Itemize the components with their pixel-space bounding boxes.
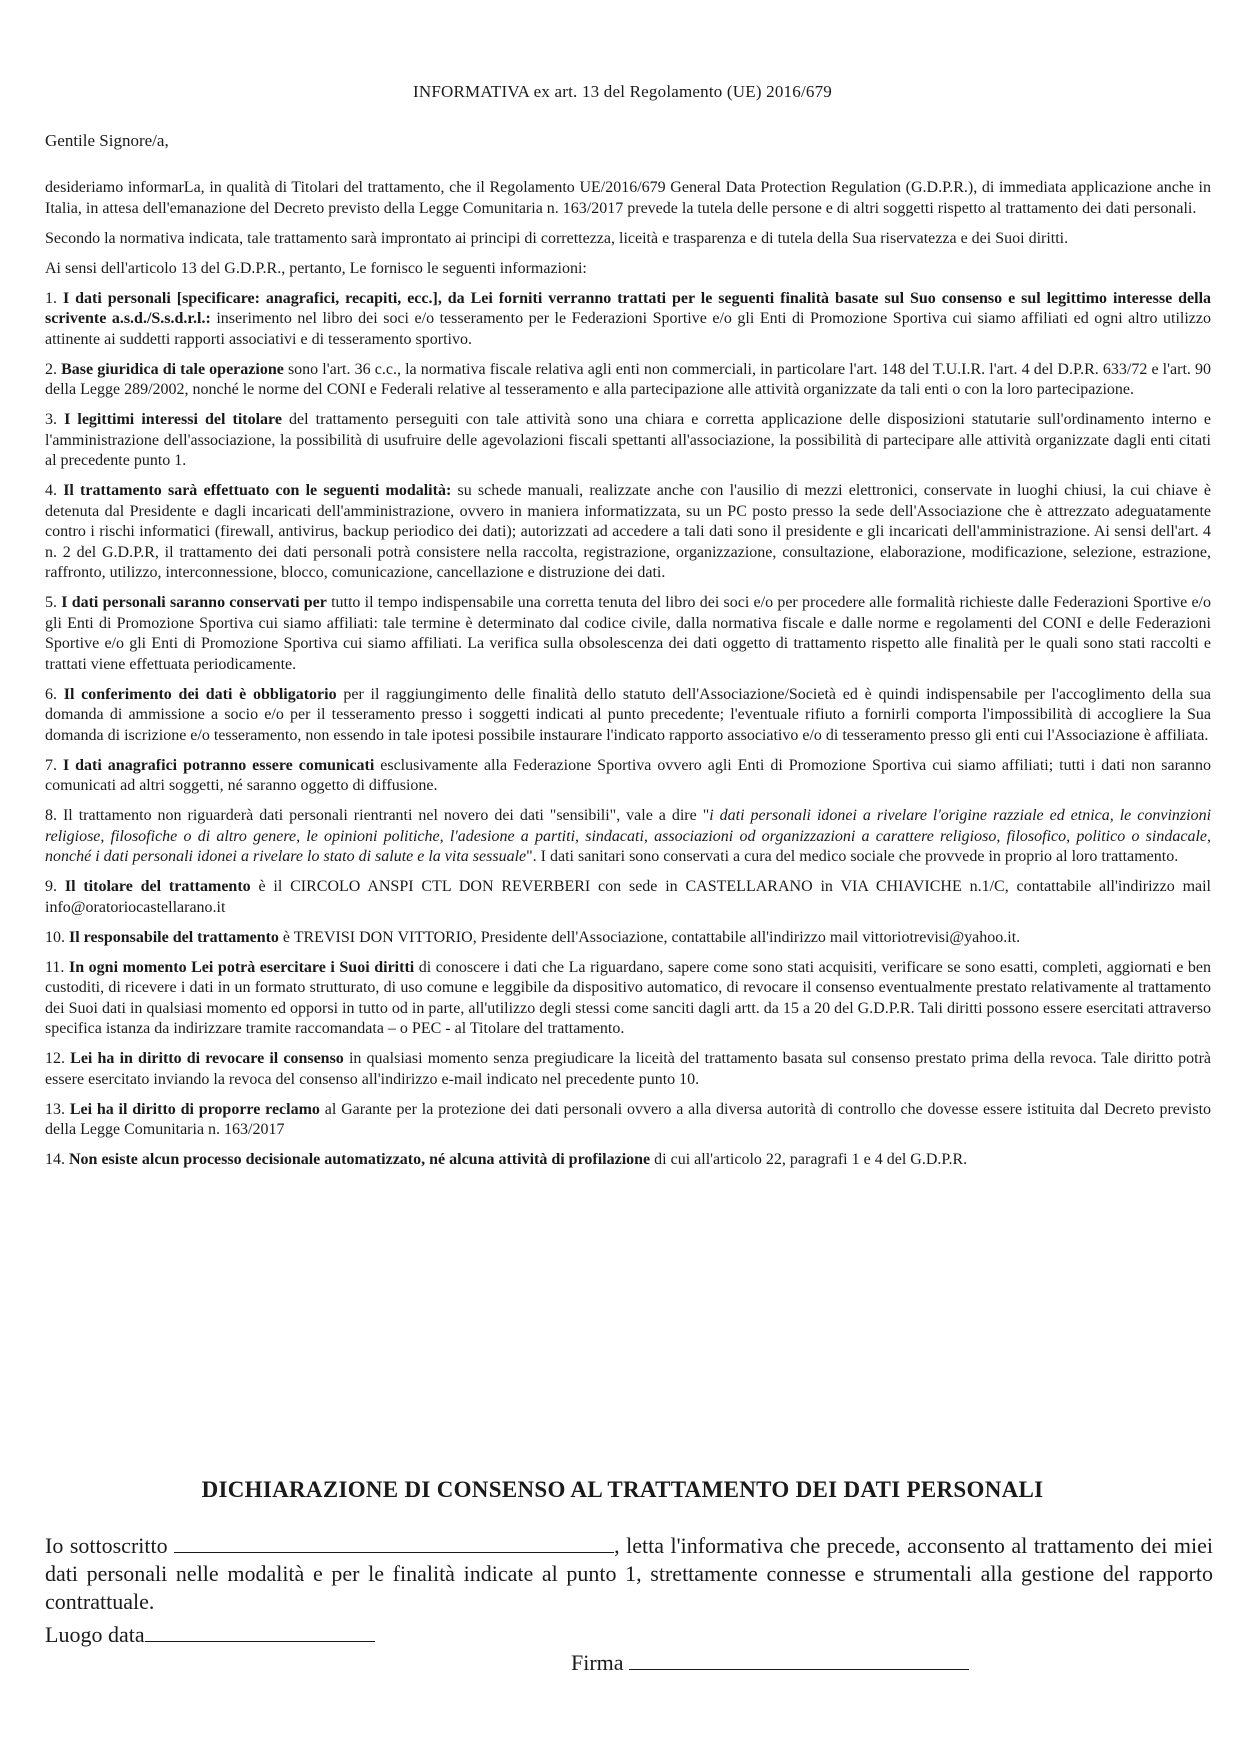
numbered-item (45, 685, 1211, 747)
item-text: tutto il tempo indispensabile una corretta tenuta del libro dei soci e/o per procedere alle formalità richieste dalle Federazioni Sportive e/o gli Enti di Promozione Sportiva cui siamo affiliati: tale termine è determinato dal codice civile, dalla normativa fiscale e dalle norme e regolamenti del CONI e delle Federazioni Sportive e/o gli Enti di Promozione Sportiva cui siamo affiliati. La verifica sulla obsolescenza dei dati oggetto di trattamento rispetto alle finalità per le quali sono stati raccolti e trattati viene effettuata periodicamente. (45, 594, 1211, 673)
item-text: è il CIRCOLO ANSPI CTL DON REVERBERI con sede in CASTELLARANO in VIA CHIAVICHE n.1/C, contattabile all'indirizzo mail info@oratoriocastellarano.it (45, 878, 1212, 916)
numbered-item (45, 410, 1211, 472)
item-heading: Il conferimento dei dati è obbligatorio (63, 685, 337, 703)
item-number: 2. (45, 360, 57, 378)
intro-paragraph: desideriamo informarLa, in qualità di Titolari del trattamento, che il Regolamento UE/2016/679 General Data Protection Regulation (G.D.P.R.), di immediata applicazione anche in Italia, in attesa dell'emanazione del Decreto previsto della Legge Comunitaria n. 163/2017 prevede la tutela delle persone e di altri soggetti rispetto al trattamento dei dati personali. (45, 179, 1211, 217)
item-number: 14. (45, 1151, 65, 1168)
numbered-item (45, 958, 1211, 1040)
item-text: sono l'art. 36 c.c., la normativa fiscale relativa agli enti non commerciali, in particolare l'art. 148 del T.U.I.R. l'art. 4 del D.P.R. 633/72 e l'art. 90 della Legge 289/2002, nonché le norme del CONI e Federali relative al tesseramento e alla partecipazione alle attività organizzate da tali enti o con la loro partecipazione. (45, 360, 1212, 398)
numbered-item (45, 1100, 1211, 1141)
item-number: 7. (45, 756, 57, 774)
consent-text: , letta l'informativa che precede, acconsento al trattamento dei miei dati personali nelle modalità e per le finalità indicate al punto 1, strettamente connesse e strumentali alla gestione del rapporto contrattuale. (45, 1533, 1213, 1614)
numbered-item (45, 1049, 1211, 1090)
item-number: 13. (45, 1100, 65, 1118)
consent-intro: Io sottoscritto (45, 1533, 168, 1558)
numbered-item (45, 593, 1211, 675)
item-text: al Garante per la protezione dei dati personali ovvero a alla diversa autorità di controllo che dovesse essere istituita dal Decreto previsto della Legge Comunitaria n. 163/2017 (45, 1100, 1212, 1138)
item-number: 8. (45, 807, 57, 824)
item-number: 12. (45, 1050, 65, 1067)
numbered-item (45, 806, 1211, 868)
item-heading: I dati anagrafici potranno essere comunicati (62, 756, 375, 774)
item-text: esclusivamente alla Federazione Sportiva ovvero agli Enti di Promozione Sportiva cui siamo affiliati; tutti i dati non saranno comunicati ad altri soggetti, né saranno oggetto di diffusione. (45, 756, 1211, 794)
item-number: 4. (45, 482, 57, 499)
item-text: Il trattamento non riguarderà dati personali rientranti nel novero dei dati "sensibili", vale a dire " (57, 807, 710, 824)
item-number: 6. (45, 685, 57, 703)
name-field[interactable] (174, 1532, 614, 1553)
intro-paragraph: Secondo la normativa indicata, tale trattamento sarà improntato ai principi di correttezza, liceità e trasparenza e di tutela della Sua riservatezza e dei Suoi diritti. (45, 229, 1069, 247)
signature-line (571, 1649, 969, 1676)
item-quote: i dati personali idonei a rivelare l'origine razziale ed etnica, le convinzioni religiose, filosofiche o di altro genere, le opinioni politiche, l'adesione a partiti, sindacati, associazioni od organizzazioni a carattere religioso, filosofico, politico o sindacale, nonché i dati personali idonei a rivelare lo stato di salute e la vita sessuale (45, 807, 1212, 865)
place-date-field[interactable] (145, 1621, 375, 1642)
numbered-item (45, 756, 1211, 797)
numbered-item (45, 928, 1211, 949)
item-heading: Il trattamento sarà effettuato con le seguenti modalità: (63, 482, 452, 499)
item-number: 9. (45, 878, 57, 895)
place-date-line (45, 1621, 375, 1648)
item-text: del trattamento perseguiti con tale attività sono una chiara e corretta applicazione delle disposizioni statutarie sull'ordinamento interno e l'amministrazione dell'associazione, la possibilità di usufruire delle agevolazioni fiscali spettanti all'associazione, la possibilità di partecipare alle attività organizzate dagli enti citati al precedente punto 1. (45, 411, 1212, 469)
item-number: 1. (45, 289, 57, 307)
item-heading: In ogni momento Lei potrà esercitare i Suoi diritti (68, 958, 415, 976)
item-heading: Lei ha in diritto di revocare il consenso (70, 1050, 344, 1067)
numbered-item (45, 1150, 1211, 1171)
item-heading: I dati personali [specificare: anagrafici, recapiti, ecc.], da Lei forniti verranno trattati per le seguenti finalità basate sul Suo consenso e sul legittimo interesse della scrivente a.s.d./S.s.d.r.l.: (45, 289, 1212, 327)
item-number: 11. (45, 958, 65, 976)
item-text: in qualsiasi momento senza pregiudicare la liceità del trattamento basata sul consenso prestato prima della revoca. Tale diritto potrà essere esercitato inviando la revoca del consenso all'indirizzo e-mail indicato nel precedente punto 10. (45, 1050, 1212, 1088)
numbered-item (45, 877, 1211, 918)
item-heading: Il responsabile del trattamento (69, 928, 279, 946)
consent-title: DICHIARAZIONE DI CONSENSO AL TRATTAMENTO DEI DATI PERSONALI (201, 1477, 1044, 1502)
item-text: è TREVISI DON VITTORIO, Presidente dell'Associazione, contattabile all'indirizzo mail vittoriotrevisi@yahoo.it. (278, 928, 1021, 946)
item-heading: Il titolare del trattamento (64, 878, 251, 895)
intro-paragraph: Ai sensi dell'articolo 13 del G.D.P.R., pertanto, Le fornisco le seguenti informazioni: (45, 259, 587, 277)
signature-label: Firma (571, 1650, 624, 1675)
item-heading: Non esiste alcun processo decisionale automatizzato, né alcuna attività di profilazione (69, 1151, 651, 1168)
item-text: di cui all'articolo 22, paragrafi 1 e 4 del G.D.P.R. (650, 1151, 968, 1168)
item-heading: Lei ha il diritto di proporre reclamo (69, 1100, 320, 1118)
item-text: ". I dati sanitari sono conservati a cura del medico sociale che provvede in proprio al loro trattamento. (526, 848, 1179, 865)
item-heading: I dati personali saranno conservati per (61, 594, 327, 611)
document-title: INFORMATIVA ex art. 13 del Regolamento (UE) 2016/679 (413, 82, 832, 101)
item-text: per il raggiungimento delle finalità dello statuto dell'Associazione/Società ed è quindi indispensabile per l'accoglimento della sua domanda di ammissione a socio e/o per il tesseramento presso i soggetti indicati al punto precedente; l'eventuale rifiuto a fornirli comporta l'impossibilità di accogliere la Sua domanda di iscrizione e/o tesseramento, non essendo in tale ipotesi possibile instaurare l'indicato rapporto associativo e/o di tesseramento presso gli enti cui l'Associazione è affiliata. (45, 685, 1211, 744)
item-text: su schede manuali, realizzate anche con l'ausilio di mezzi elettronici, conservate in luoghi chiusi, la cui chiave è detenuta dal Presidente e dagli incaricati dell'amministrazione, ovvero in maniera informatizzata, su un PC posto presso la sede dell'Associazione che è attrezzato adeguatamente contro i rischi informatici (firewall, antivirus, backup periodico dei dati); autorizzati ad accedere a tali dati sono il presidente e gli incaricati dell'amministrazione. Ai sensi dell'art. 4 n. 2 del G.D.P.R, il trattamento dei dati personali potrà consistere nella raccolta, registrazione, organizzazione, consultazione, elaborazione, modificazione, selezione, estrazione, raffronto, utilizzo, interconnessione, blocco, comunicazione, cancellazione e distruzione dei dati. (45, 482, 1212, 581)
signature-field[interactable] (629, 1649, 969, 1670)
document-body (45, 178, 1211, 1180)
item-text: di conoscere i dati che La riguardano, sapere come sono stati acquisiti, verificare se sono esatti, completi, aggiornati e ben custoditi, di ricevere i dati in un formato strutturato, di uso comune e leggibile da dispositivo automatico, di revocare il consenso eventualmente prestato relativamente al trattamento dei Suoi dati in qualsiasi momento ed opporsi in tutto od in parte, all'utilizzo degli stessi come sanciti dagli artt. da 15 a 20 del G.D.P.R. Tali diritti possono essere esercitati attraverso specifica istanza da indirizzare tramite raccomandata – o PEC - al Titolare del trattamento. (45, 958, 1212, 1037)
numbered-item (45, 481, 1211, 584)
item-number: 5. (45, 594, 57, 611)
item-heading: Base giuridica di tale operazione (61, 360, 284, 378)
numbered-item (45, 289, 1211, 351)
item-text: inserimento nel libro dei soci e/o tesseramento per le Federazioni Sportive e/o gli Enti di Promozione Sportiva cui siamo affiliati ed ogni altro utilizzo attinente ai suddetti rapporti associativi e di tesseramento sportivo. (45, 310, 1211, 348)
item-number: 3. (45, 411, 57, 428)
numbered-item (45, 360, 1211, 401)
place-date-label: Luogo data (45, 1622, 145, 1647)
greeting: Gentile Signore/a, (45, 131, 169, 150)
item-number: 10. (45, 928, 65, 946)
item-heading: I legittimi interessi del titolare (64, 411, 282, 428)
consent-declaration (45, 1532, 1213, 1616)
